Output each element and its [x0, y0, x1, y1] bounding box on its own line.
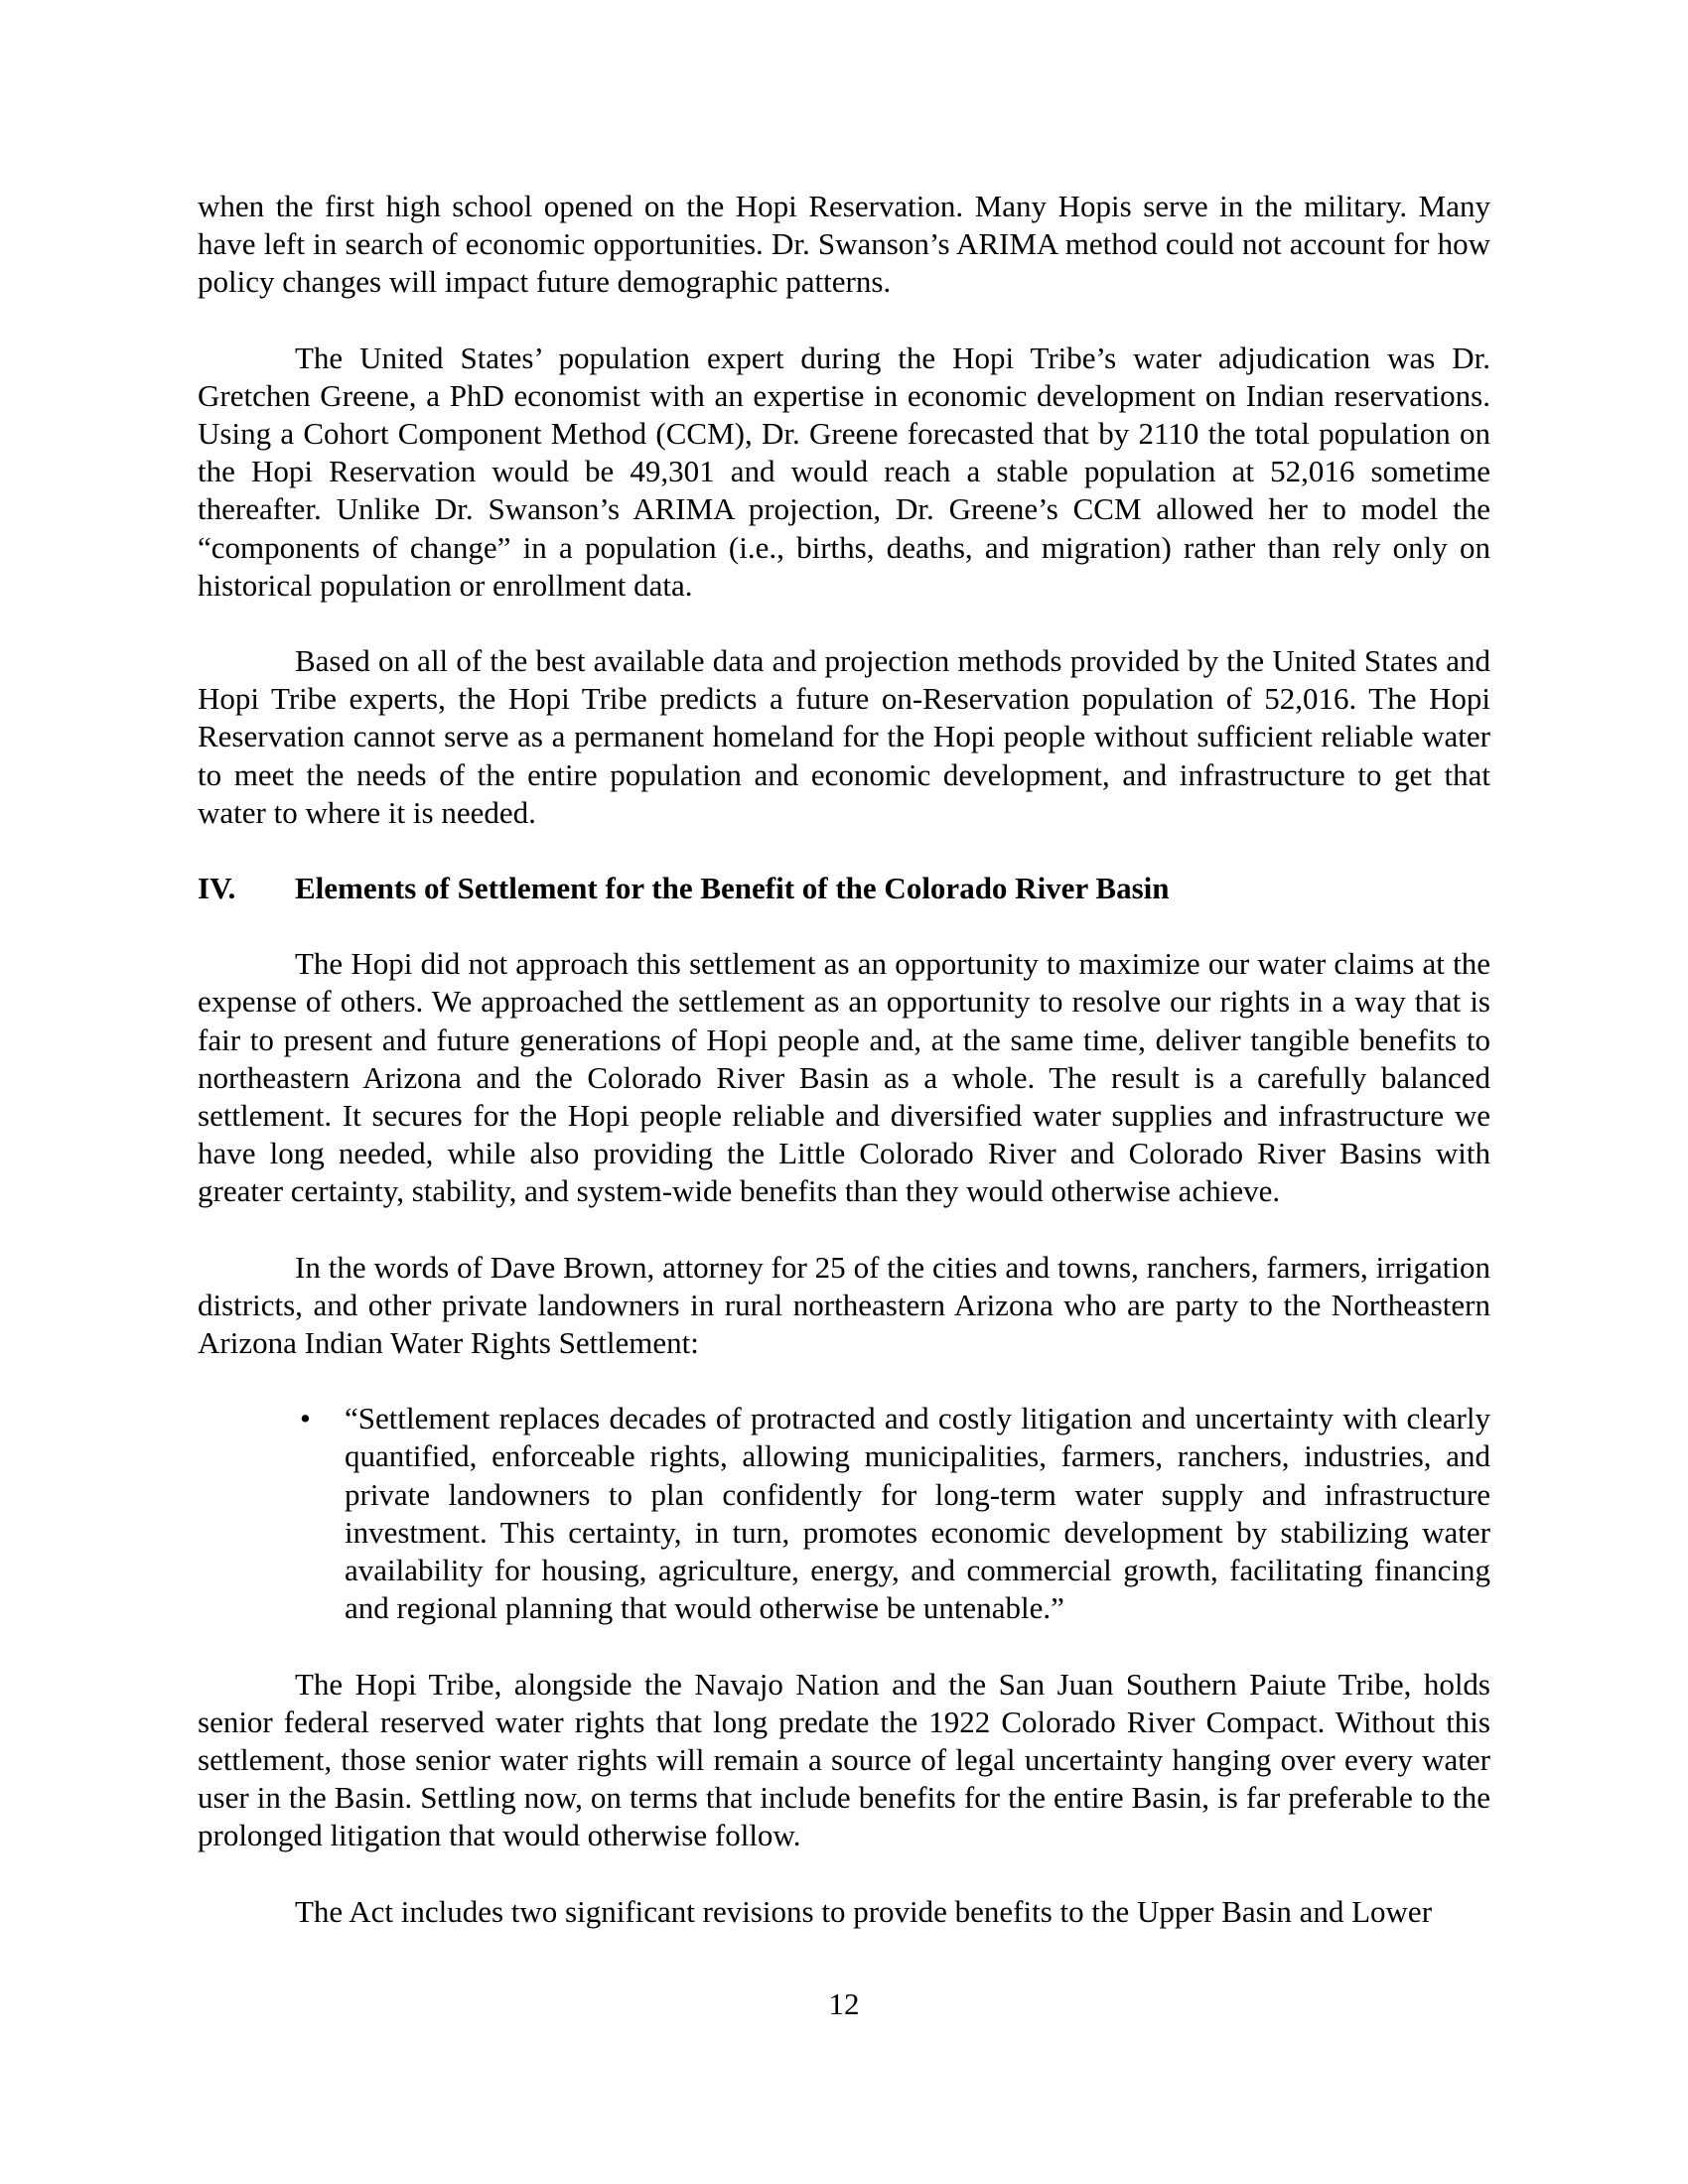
section-title: Elements of Settlement for the Benefit of the Colorado River Basin	[295, 871, 1170, 906]
paragraph-act-revisions: The Act includes two significant revisions to provide benefits to the Upper Basin and Lower	[295, 1893, 1433, 1929]
paragraph-settlement-approach: The Hopi did not approach this settlement as an opportunity to maximize our water claims at the expense of others. We approached the settlement as an opportunity to resolve our rights in a way that is fair to present and future generations of Hopi people and, at the same time, deliver tangible benefits to northeastern Arizona and the Colorado River Basin as a whole. The result is a carefully balanced settlement. It secures for the Hopi people reliable and diversified water supplies and infrastructure we have long needed, while also providing the Little Colorado River and Colorado River Basins with greater certainty, stability, and system-wide benefits than they would otherwise achieve.	[198, 946, 1490, 1209]
document-page	[198, 188, 1490, 1931]
quote-bullet-list	[198, 1400, 1490, 1627]
paragraph-greene-forecast: The United States’ population expert during the Hopi Tribe’s water adjudication was Dr. Gretchen Greene, a PhD economist with an expertise in economic development on Indian reservations. Using a Cohort Component Method (CCM), Dr. Greene forecasted that by 2110 the total population on the Hopi Reservation would be 49,301 and would reach a stable population at 52,016 sometime thereafter. Unlike Dr. Swanson’s ARIMA projection, Dr. Greene’s CCM allowed her to model the “components of change” in a population (i.e., births, deaths, and migration) rather than rely only on historical population or enrollment data.	[198, 340, 1490, 603]
paragraph-population-prediction: Based on all of the best available data and projection methods provided by the United States and Hopi Tribe experts, the Hopi Tribe predicts a future on-Reservation population of 52,016. The Hopi Reservation cannot serve as a permanent homeland for the Hopi people without sufficient reliable water to meet the needs of the entire population and economic development, and infrastructure to get that water to where it is needed.	[198, 643, 1490, 830]
bullet-icon: •	[300, 1401, 311, 1436]
section-number: IV.	[198, 871, 236, 906]
list-item	[198, 1400, 1490, 1627]
paragraph-senior-water-rights: The Hopi Tribe, alongside the Navajo Nation and the San Juan Southern Paiute Tribe, holds senior federal reserved water rights that long predate the 1922 Colorado River Compact. Without this settlement, those senior water rights will remain a source of legal uncertainty hanging over every water user in the Basin. Settling now, on terms that include benefits for the entire Basin, is far preferable to the prolonged litigation that would otherwise follow.	[198, 1666, 1490, 1853]
bullet-quote-text: “Settlement replaces decades of protracted and costly litigation and uncertainty with clearly quantified, enforceable rights, allowing municipalities, farmers, ranchers, industries, and private landowners to plan confidently for long-term water supply and infrastructure investment. This certainty, in turn, promotes economic development by stabilizing water availability for housing, agriculture, energy, and commercial growth, facilitating financing and regional planning that would otherwise be untenable.”	[345, 1401, 1490, 1626]
paragraph-continuation: when the first high school opened on the Hopi Reservation. Many Hopis serve in the military. Many have left in search of economic opportunities. Dr. Swanson’s ARIMA method could not account for how policy changes will impact future demographic patterns.	[198, 189, 1490, 300]
section-heading	[198, 870, 1490, 907]
page-number: 12	[828, 1986, 860, 2021]
paragraph-dave-brown-intro: In the words of Dave Brown, attorney for 25 of the cities and towns, ranchers, farmers, irrigation districts, and other private landowners in rural northeastern Arizona who are party to the Northeastern Arizona Indian Water Rights Settlement:	[198, 1249, 1490, 1361]
